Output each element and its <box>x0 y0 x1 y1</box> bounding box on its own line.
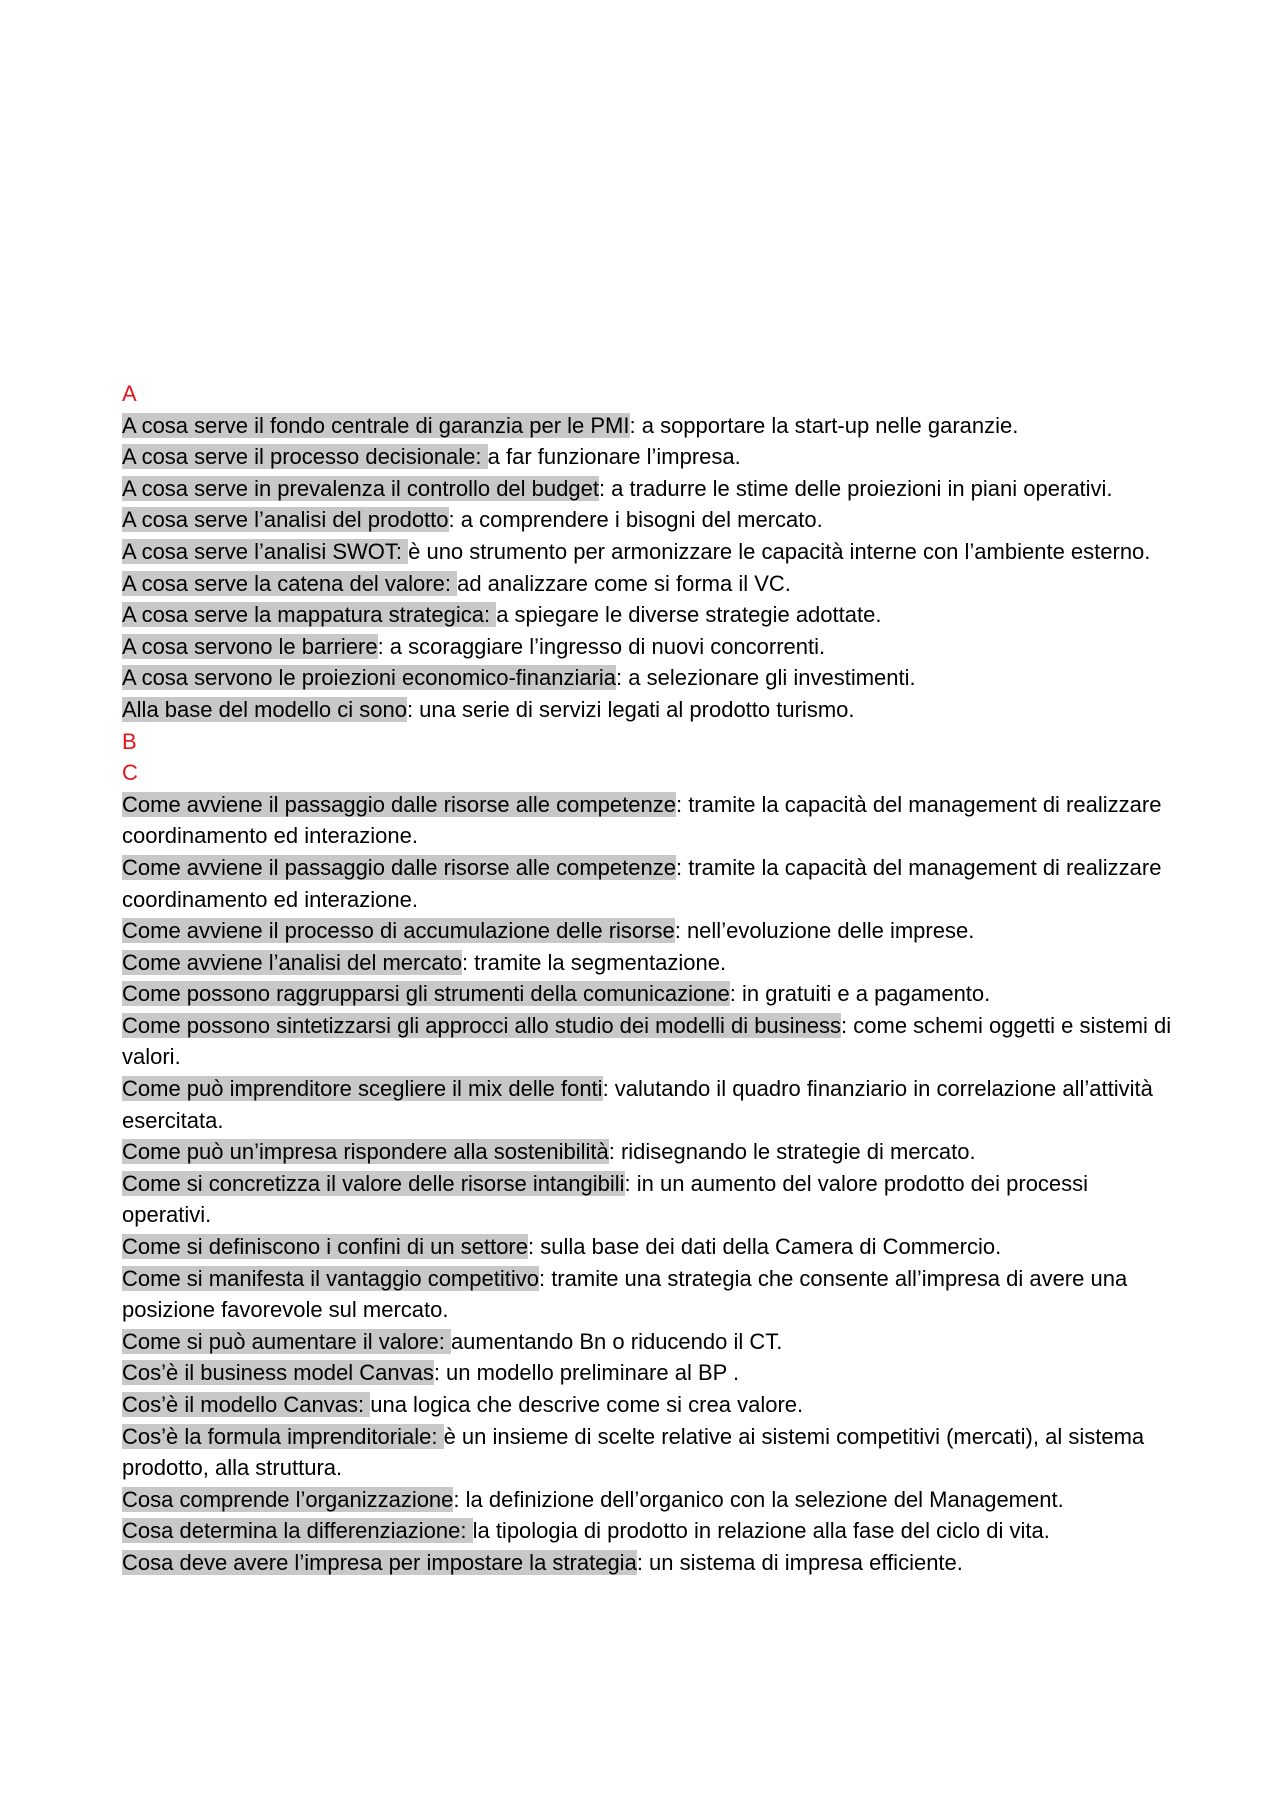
answer-text: : a tradurre le stime delle proiezioni in piani operativi. <box>598 475 1113 501</box>
question-text: A cosa servono le barriere <box>122 633 378 659</box>
answer-text: : tramite la capacità del management di realizzare coordinamento ed interazione. <box>122 791 1162 849</box>
qa-entry <box>122 410 1182 442</box>
qa-entry <box>122 504 1182 536</box>
question-text: Come possono raggrupparsi gli strumenti della comunicazione <box>122 981 730 1007</box>
qa-entry <box>122 1073 1182 1136</box>
qa-entry <box>122 662 1182 694</box>
answer-text: è uno strumento per armonizzare le capacità interne con l’ambiente esterno. <box>408 538 1151 564</box>
document-body <box>122 378 1182 1579</box>
answer-text: a spiegare le diverse strategie adottate. <box>496 602 882 628</box>
question-text: Come può imprenditore scegliere il mix delle fonti <box>122 1076 603 1102</box>
question-text: Come si può aumentare il valore: <box>122 1328 451 1354</box>
qa-entry <box>122 1326 1182 1358</box>
qa-entry <box>122 947 1182 979</box>
qa-entry <box>122 473 1182 505</box>
qa-entry <box>122 1136 1182 1168</box>
qa-entry <box>122 568 1182 600</box>
question-text: Come avviene il processo di accumulazione delle risorse <box>122 918 675 944</box>
qa-entry <box>122 1515 1182 1547</box>
qa-entry <box>122 789 1182 852</box>
question-text: A cosa serve la mappatura strategica: <box>122 602 497 628</box>
answer-text: : un sistema di impresa efficiente. <box>636 1549 963 1575</box>
answer-text: la tipologia di prodotto in relazione alla fase del ciclo di vita. <box>472 1518 1050 1544</box>
qa-entry <box>122 1484 1182 1516</box>
answer-text: : a selezionare gli investimenti. <box>616 665 916 691</box>
answer-text: è un insieme di scelte relative ai sistemi competitivi (mercati), al sistema prodotto, alla struttura. <box>122 1423 1145 1481</box>
question-text: A cosa serve in prevalenza il controllo del budget <box>122 475 599 501</box>
question-text: Come possono sintetizzarsi gli approcci allo studio dei modelli di business <box>122 1012 842 1038</box>
qa-entry <box>122 1547 1182 1579</box>
answer-text: : in gratuiti e a pagamento. <box>729 981 991 1007</box>
qa-entry <box>122 631 1182 663</box>
qa-entry <box>122 978 1182 1010</box>
question-text: Come avviene l’analisi del mercato <box>122 949 462 975</box>
question-text: A cosa serve l’analisi del prodotto <box>122 507 449 533</box>
qa-entry <box>122 1421 1182 1484</box>
answer-text: : sulla base dei dati della Camera di Commercio. <box>528 1234 1002 1260</box>
question-text: A cosa serve l’analisi SWOT: <box>122 538 409 564</box>
qa-entry <box>122 1357 1182 1389</box>
qa-entry <box>122 1389 1182 1421</box>
question-text: Come avviene il passaggio dalle risorse alle competenze <box>122 791 676 817</box>
answer-text: aumentando Bn o riducendo il CT. <box>450 1328 783 1354</box>
answer-text: : tramite la capacità del management di realizzare coordinamento ed interazione. <box>122 854 1162 912</box>
answer-text: a far funzionare l’impresa. <box>487 444 741 470</box>
qa-entry <box>122 599 1182 631</box>
question-text: A cosa serve la catena del valore: <box>122 570 458 596</box>
qa-entry <box>122 1168 1182 1231</box>
answer-text: : nell’evoluzione delle imprese. <box>674 918 975 944</box>
section-letter: B <box>122 728 137 754</box>
question-text: Come si definiscono i confini di un settore <box>122 1234 528 1260</box>
qa-entry <box>122 1231 1182 1263</box>
answer-text: : una serie di servizi legati al prodotto turismo. <box>406 696 855 722</box>
answer-text: : tramite la segmentazione. <box>461 949 727 975</box>
answer-text: : a scoraggiare l’ingresso di nuovi concorrenti. <box>377 633 826 659</box>
question-text: A cosa serve il processo decisionale: <box>122 444 488 470</box>
question-text: A cosa serve il fondo centrale di garanzia per le PMI <box>122 412 630 438</box>
answer-text: : valutando il quadro finanziario in correlazione all’attività esercitata. <box>122 1076 1153 1133</box>
answer-text: : come schemi oggetti e sistemi di valori. <box>122 1012 1172 1070</box>
question-text: Alla base del modello ci sono <box>122 696 407 722</box>
qa-entry <box>122 441 1182 473</box>
question-text: A cosa servono le proiezioni economico-finanziaria <box>122 665 617 691</box>
answer-text: : un modello preliminare al BP . <box>433 1360 740 1386</box>
question-text: Come si concretizza il valore delle risorse intangibili <box>122 1170 625 1196</box>
answer-text: : la definizione dell’organico con la selezione del Management. <box>453 1486 1064 1512</box>
answer-text: : tramite una strategia che consente all’impresa di avere una posizione favorevole sul mercato. <box>122 1265 1128 1323</box>
section-letter: C <box>122 760 138 786</box>
answer-text: una logica che descrive come si crea valore. <box>370 1392 804 1417</box>
question-text: Cos’è il business model Canvas <box>122 1360 434 1386</box>
question-text: Come può un’impresa rispondere alla sostenibilità <box>122 1139 609 1165</box>
question-text: Cosa comprende l’organizzazione <box>122 1486 454 1512</box>
qa-entry <box>122 915 1182 947</box>
qa-entry <box>122 694 1182 726</box>
question-text: Come avviene il passaggio dalle risorse alle competenze <box>122 854 676 880</box>
question-text: Cosa deve avere l’impresa per impostare la strategia <box>122 1549 637 1575</box>
question-text: Cos’è la formula imprenditoriale: <box>122 1423 444 1449</box>
question-text: Come si manifesta il vantaggio competitivo <box>122 1265 539 1291</box>
question-text: Cos’è il modello Canvas: <box>122 1392 371 1417</box>
answer-text: ad analizzare come si forma il VC. <box>457 570 791 596</box>
answer-text: : a sopportare la start-up nelle garanzie. <box>629 412 1019 438</box>
qa-entry <box>122 536 1182 568</box>
qa-entry <box>122 852 1182 915</box>
qa-entry <box>122 1010 1182 1073</box>
question-text: Cosa determina la differenziazione: <box>122 1518 473 1544</box>
answer-text: : in un aumento del valore prodotto dei processi operativi. <box>122 1170 1089 1228</box>
answer-text: : ridisegnando le strategie di mercato. <box>608 1139 976 1165</box>
answer-text: : a comprendere i bisogni del mercato. <box>448 507 823 533</box>
section-letter: A <box>122 381 137 406</box>
qa-entry <box>122 1263 1182 1326</box>
